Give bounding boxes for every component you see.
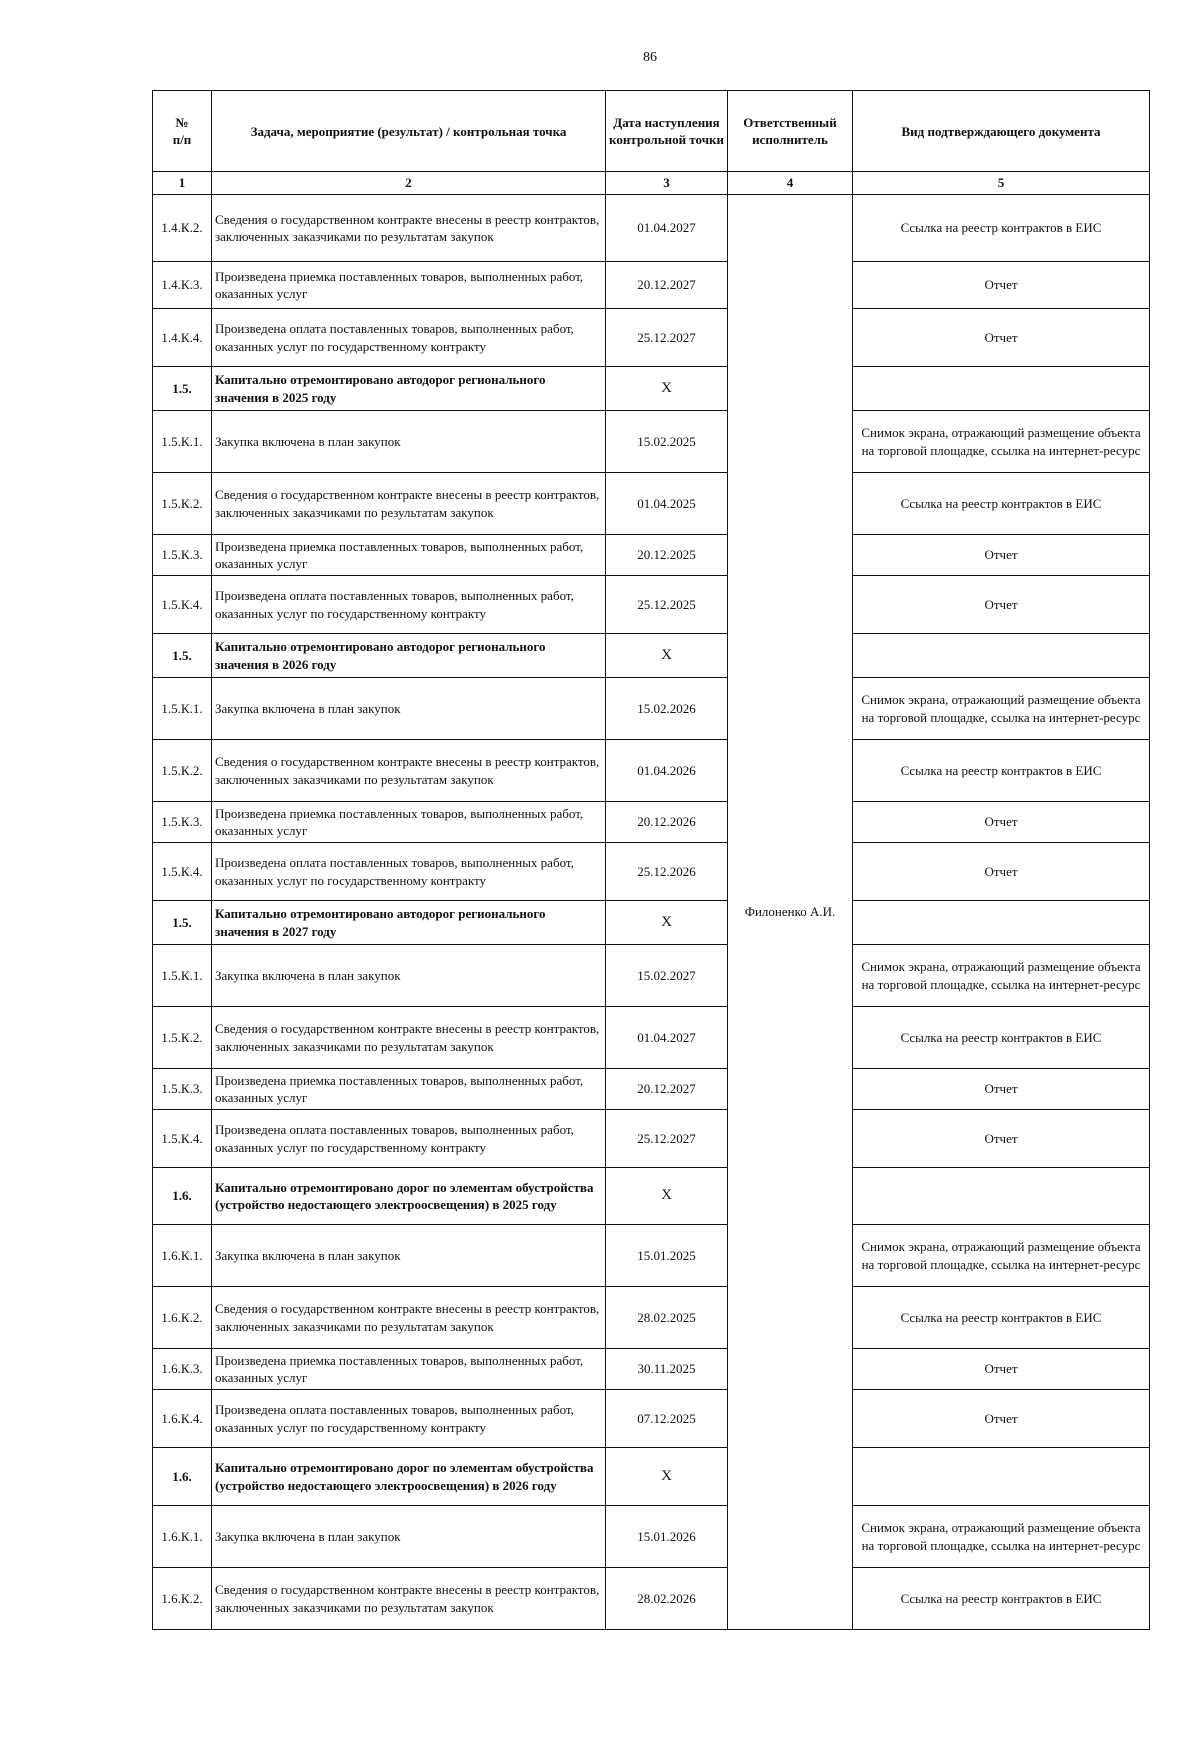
row-date: 25.12.2025 — [606, 576, 728, 634]
table-row — [153, 740, 1150, 802]
row-number: 1.4.К.4. — [153, 309, 212, 367]
row-document: Ссылка на реестр контрактов в ЕИС — [853, 473, 1150, 535]
header-document: Вид подтверждающего документа — [853, 91, 1150, 172]
row-date: 30.11.2025 — [606, 1349, 728, 1390]
section-row — [153, 1448, 1150, 1506]
row-number: 1.6.К.1. — [153, 1225, 212, 1287]
row-document: Отчет — [853, 1069, 1150, 1110]
table-row — [153, 678, 1150, 740]
row-date: 15.01.2025 — [606, 1225, 728, 1287]
column-number: 4 — [728, 172, 853, 195]
table-row — [153, 411, 1150, 473]
row-task: Закупка включена в план закупок — [212, 1225, 606, 1287]
row-document: Ссылка на реестр контрактов в ЕИС — [853, 740, 1150, 802]
row-date: 25.12.2027 — [606, 1110, 728, 1168]
row-task: Произведена оплата поставленных товаров, выполненных работ, оказанных услуг по государственному контракту — [212, 843, 606, 901]
table-row — [153, 1110, 1150, 1168]
table-row — [153, 535, 1150, 576]
row-date: 20.12.2026 — [606, 802, 728, 843]
table-row — [153, 309, 1150, 367]
table-row — [153, 262, 1150, 309]
row-document: Ссылка на реестр контрактов в ЕИС — [853, 1007, 1150, 1069]
row-number: 1.5.К.3. — [153, 1069, 212, 1110]
row-task: Капитально отремонтировано автодорог регионального значения в 2027 году — [212, 901, 606, 945]
row-number: 1.5.К.4. — [153, 1110, 212, 1168]
row-task: Закупка включена в план закупок — [212, 411, 606, 473]
row-document: Отчет — [853, 309, 1150, 367]
responsible-person: Филоненко А.И. — [728, 195, 853, 1630]
row-number: 1.6.К.2. — [153, 1287, 212, 1349]
header-num: № п/п — [153, 91, 212, 172]
row-task: Сведения о государственном контракте внесены в реестр контрактов, заключенных заказчиками по результатам закупок — [212, 1287, 606, 1349]
row-number: 1.5.К.2. — [153, 740, 212, 802]
row-document — [853, 901, 1150, 945]
section-row — [153, 1168, 1150, 1225]
row-number: 1.5.К.1. — [153, 945, 212, 1007]
column-number: 3 — [606, 172, 728, 195]
row-document — [853, 1168, 1150, 1225]
row-task: Произведена оплата поставленных товаров, выполненных работ, оказанных услуг по государственному контракту — [212, 1390, 606, 1448]
row-number: 1.5. — [153, 901, 212, 945]
row-date: X — [606, 901, 728, 945]
row-task: Сведения о государственном контракте внесены в реестр контрактов, заключенных заказчиками по результатам закупок — [212, 740, 606, 802]
row-number: 1.5.К.2. — [153, 473, 212, 535]
row-date: 15.02.2025 — [606, 411, 728, 473]
row-document: Отчет — [853, 1110, 1150, 1168]
column-number: 1 — [153, 172, 212, 195]
table-body — [153, 195, 1150, 1630]
row-date: X — [606, 1168, 728, 1225]
row-task: Произведена приемка поставленных товаров, выполненных работ, оказанных услуг — [212, 535, 606, 576]
row-number: 1.5. — [153, 367, 212, 411]
row-task: Произведена приемка поставленных товаров, выполненных работ, оказанных услуг — [212, 802, 606, 843]
row-number: 1.5.К.1. — [153, 678, 212, 740]
row-number: 1.6. — [153, 1448, 212, 1506]
row-document: Отчет — [853, 1390, 1150, 1448]
row-document: Ссылка на реестр контрактов в ЕИС — [853, 195, 1150, 262]
table-row — [153, 843, 1150, 901]
page-number: 86 — [643, 50, 657, 65]
table-row — [153, 1287, 1150, 1349]
table-row — [153, 576, 1150, 634]
column-number: 5 — [853, 172, 1150, 195]
row-document: Отчет — [853, 1349, 1150, 1390]
row-document: Снимок экрана, отражающий размещение объекта на торговой площадке, ссылка на интернет-ресурс — [853, 411, 1150, 473]
row-date: X — [606, 367, 728, 411]
row-number: 1.4.К.2. — [153, 195, 212, 262]
row-task: Произведена оплата поставленных товаров, выполненных работ, оказанных услуг по государственному контракту — [212, 576, 606, 634]
row-number: 1.5.К.2. — [153, 1007, 212, 1069]
row-date: 25.12.2027 — [606, 309, 728, 367]
row-date: 20.12.2025 — [606, 535, 728, 576]
table-row — [153, 473, 1150, 535]
row-task: Капитально отремонтировано автодорог регионального значения в 2025 году — [212, 367, 606, 411]
row-task: Капитально отремонтировано дорог по элементам обустройства (устройство недостающего электроосвещения) в 2026 году — [212, 1448, 606, 1506]
row-document: Отчет — [853, 802, 1150, 843]
row-date: 20.12.2027 — [606, 262, 728, 309]
row-document — [853, 634, 1150, 678]
row-document: Снимок экрана, отражающий размещение объекта на торговой площадке, ссылка на интернет-ресурс — [853, 678, 1150, 740]
row-task: Закупка включена в план закупок — [212, 945, 606, 1007]
row-document: Отчет — [853, 262, 1150, 309]
row-number: 1.5.К.1. — [153, 411, 212, 473]
row-document: Отчет — [853, 535, 1150, 576]
row-document — [853, 1448, 1150, 1506]
row-number: 1.5.К.3. — [153, 802, 212, 843]
column-number: 2 — [212, 172, 606, 195]
column-number-row — [153, 172, 1150, 195]
row-task: Закупка включена в план закупок — [212, 1506, 606, 1568]
row-number: 1.5.К.3. — [153, 535, 212, 576]
row-date: 07.12.2025 — [606, 1390, 728, 1448]
row-task: Сведения о государственном контракте внесены в реестр контрактов, заключенных заказчиками по результатам закупок — [212, 1568, 606, 1630]
row-document: Снимок экрана, отражающий размещение объекта на торговой площадке, ссылка на интернет-ресурс — [853, 1225, 1150, 1287]
row-document — [853, 367, 1150, 411]
row-document: Ссылка на реестр контрактов в ЕИС — [853, 1568, 1150, 1630]
section-row — [153, 901, 1150, 945]
row-task: Произведена приемка поставленных товаров, выполненных работ, оказанных услуг — [212, 1349, 606, 1390]
row-date: X — [606, 634, 728, 678]
control-points-table — [152, 90, 1150, 1630]
row-document: Снимок экрана, отражающий размещение объекта на торговой площадке, ссылка на интернет-ресурс — [853, 1506, 1150, 1568]
row-task: Произведена приемка поставленных товаров, выполненных работ, оказанных услуг — [212, 262, 606, 309]
table-row — [153, 1225, 1150, 1287]
header-responsible: Ответственный исполнитель — [728, 91, 853, 172]
table-row — [153, 195, 1150, 262]
row-number: 1.5.К.4. — [153, 843, 212, 901]
row-date: 01.04.2026 — [606, 740, 728, 802]
row-number: 1.5.К.4. — [153, 576, 212, 634]
table-row — [153, 1007, 1150, 1069]
row-date: 15.02.2027 — [606, 945, 728, 1007]
table-row — [153, 945, 1150, 1007]
row-number: 1.4.К.3. — [153, 262, 212, 309]
table-row — [153, 802, 1150, 843]
table-row — [153, 1069, 1150, 1110]
row-number: 1.6.К.2. — [153, 1568, 212, 1630]
section-row — [153, 634, 1150, 678]
control-points-table-wrapper — [152, 90, 1150, 1630]
row-number: 1.6.К.4. — [153, 1390, 212, 1448]
row-document: Отчет — [853, 576, 1150, 634]
row-date: 15.01.2026 — [606, 1506, 728, 1568]
row-task: Сведения о государственном контракте внесены в реестр контрактов, заключенных заказчиками по результатам закупок — [212, 1007, 606, 1069]
row-document: Отчет — [853, 843, 1150, 901]
header-date: Дата наступления контрольной точки — [606, 91, 728, 172]
header-task: Задача, мероприятие (результат) / контрольная точка — [212, 91, 606, 172]
row-task: Сведения о государственном контракте внесены в реестр контрактов, заключенных заказчиками по результатам закупок — [212, 195, 606, 262]
row-task: Закупка включена в план закупок — [212, 678, 606, 740]
row-date: 01.04.2027 — [606, 195, 728, 262]
row-task: Капитально отремонтировано дорог по элементам обустройства (устройство недостающего электроосвещения) в 2025 году — [212, 1168, 606, 1225]
row-date: 01.04.2027 — [606, 1007, 728, 1069]
row-document: Ссылка на реестр контрактов в ЕИС — [853, 1287, 1150, 1349]
row-date: 28.02.2026 — [606, 1568, 728, 1630]
table-row — [153, 1390, 1150, 1448]
row-task: Произведена оплата поставленных товаров, выполненных работ, оказанных услуг по государственному контракту — [212, 1110, 606, 1168]
row-task: Произведена приемка поставленных товаров, выполненных работ, оказанных услуг — [212, 1069, 606, 1110]
row-number: 1.6.К.1. — [153, 1506, 212, 1568]
row-date: 20.12.2027 — [606, 1069, 728, 1110]
table-row — [153, 1568, 1150, 1630]
table-row — [153, 1349, 1150, 1390]
row-date: 15.02.2026 — [606, 678, 728, 740]
row-number: 1.6.К.3. — [153, 1349, 212, 1390]
row-number: 1.6. — [153, 1168, 212, 1225]
section-row — [153, 367, 1150, 411]
row-task: Сведения о государственном контракте внесены в реестр контрактов, заключенных заказчиками по результатам закупок — [212, 473, 606, 535]
row-document: Снимок экрана, отражающий размещение объекта на торговой площадке, ссылка на интернет-ресурс — [853, 945, 1150, 1007]
row-date: 25.12.2026 — [606, 843, 728, 901]
table-row — [153, 1506, 1150, 1568]
row-task: Капитально отремонтировано автодорог регионального значения в 2026 году — [212, 634, 606, 678]
row-number: 1.5. — [153, 634, 212, 678]
row-date: 01.04.2025 — [606, 473, 728, 535]
row-date: 28.02.2025 — [606, 1287, 728, 1349]
header-row — [153, 91, 1150, 172]
row-date: X — [606, 1448, 728, 1506]
row-task: Произведена оплата поставленных товаров, выполненных работ, оказанных услуг по государственному контракту — [212, 309, 606, 367]
